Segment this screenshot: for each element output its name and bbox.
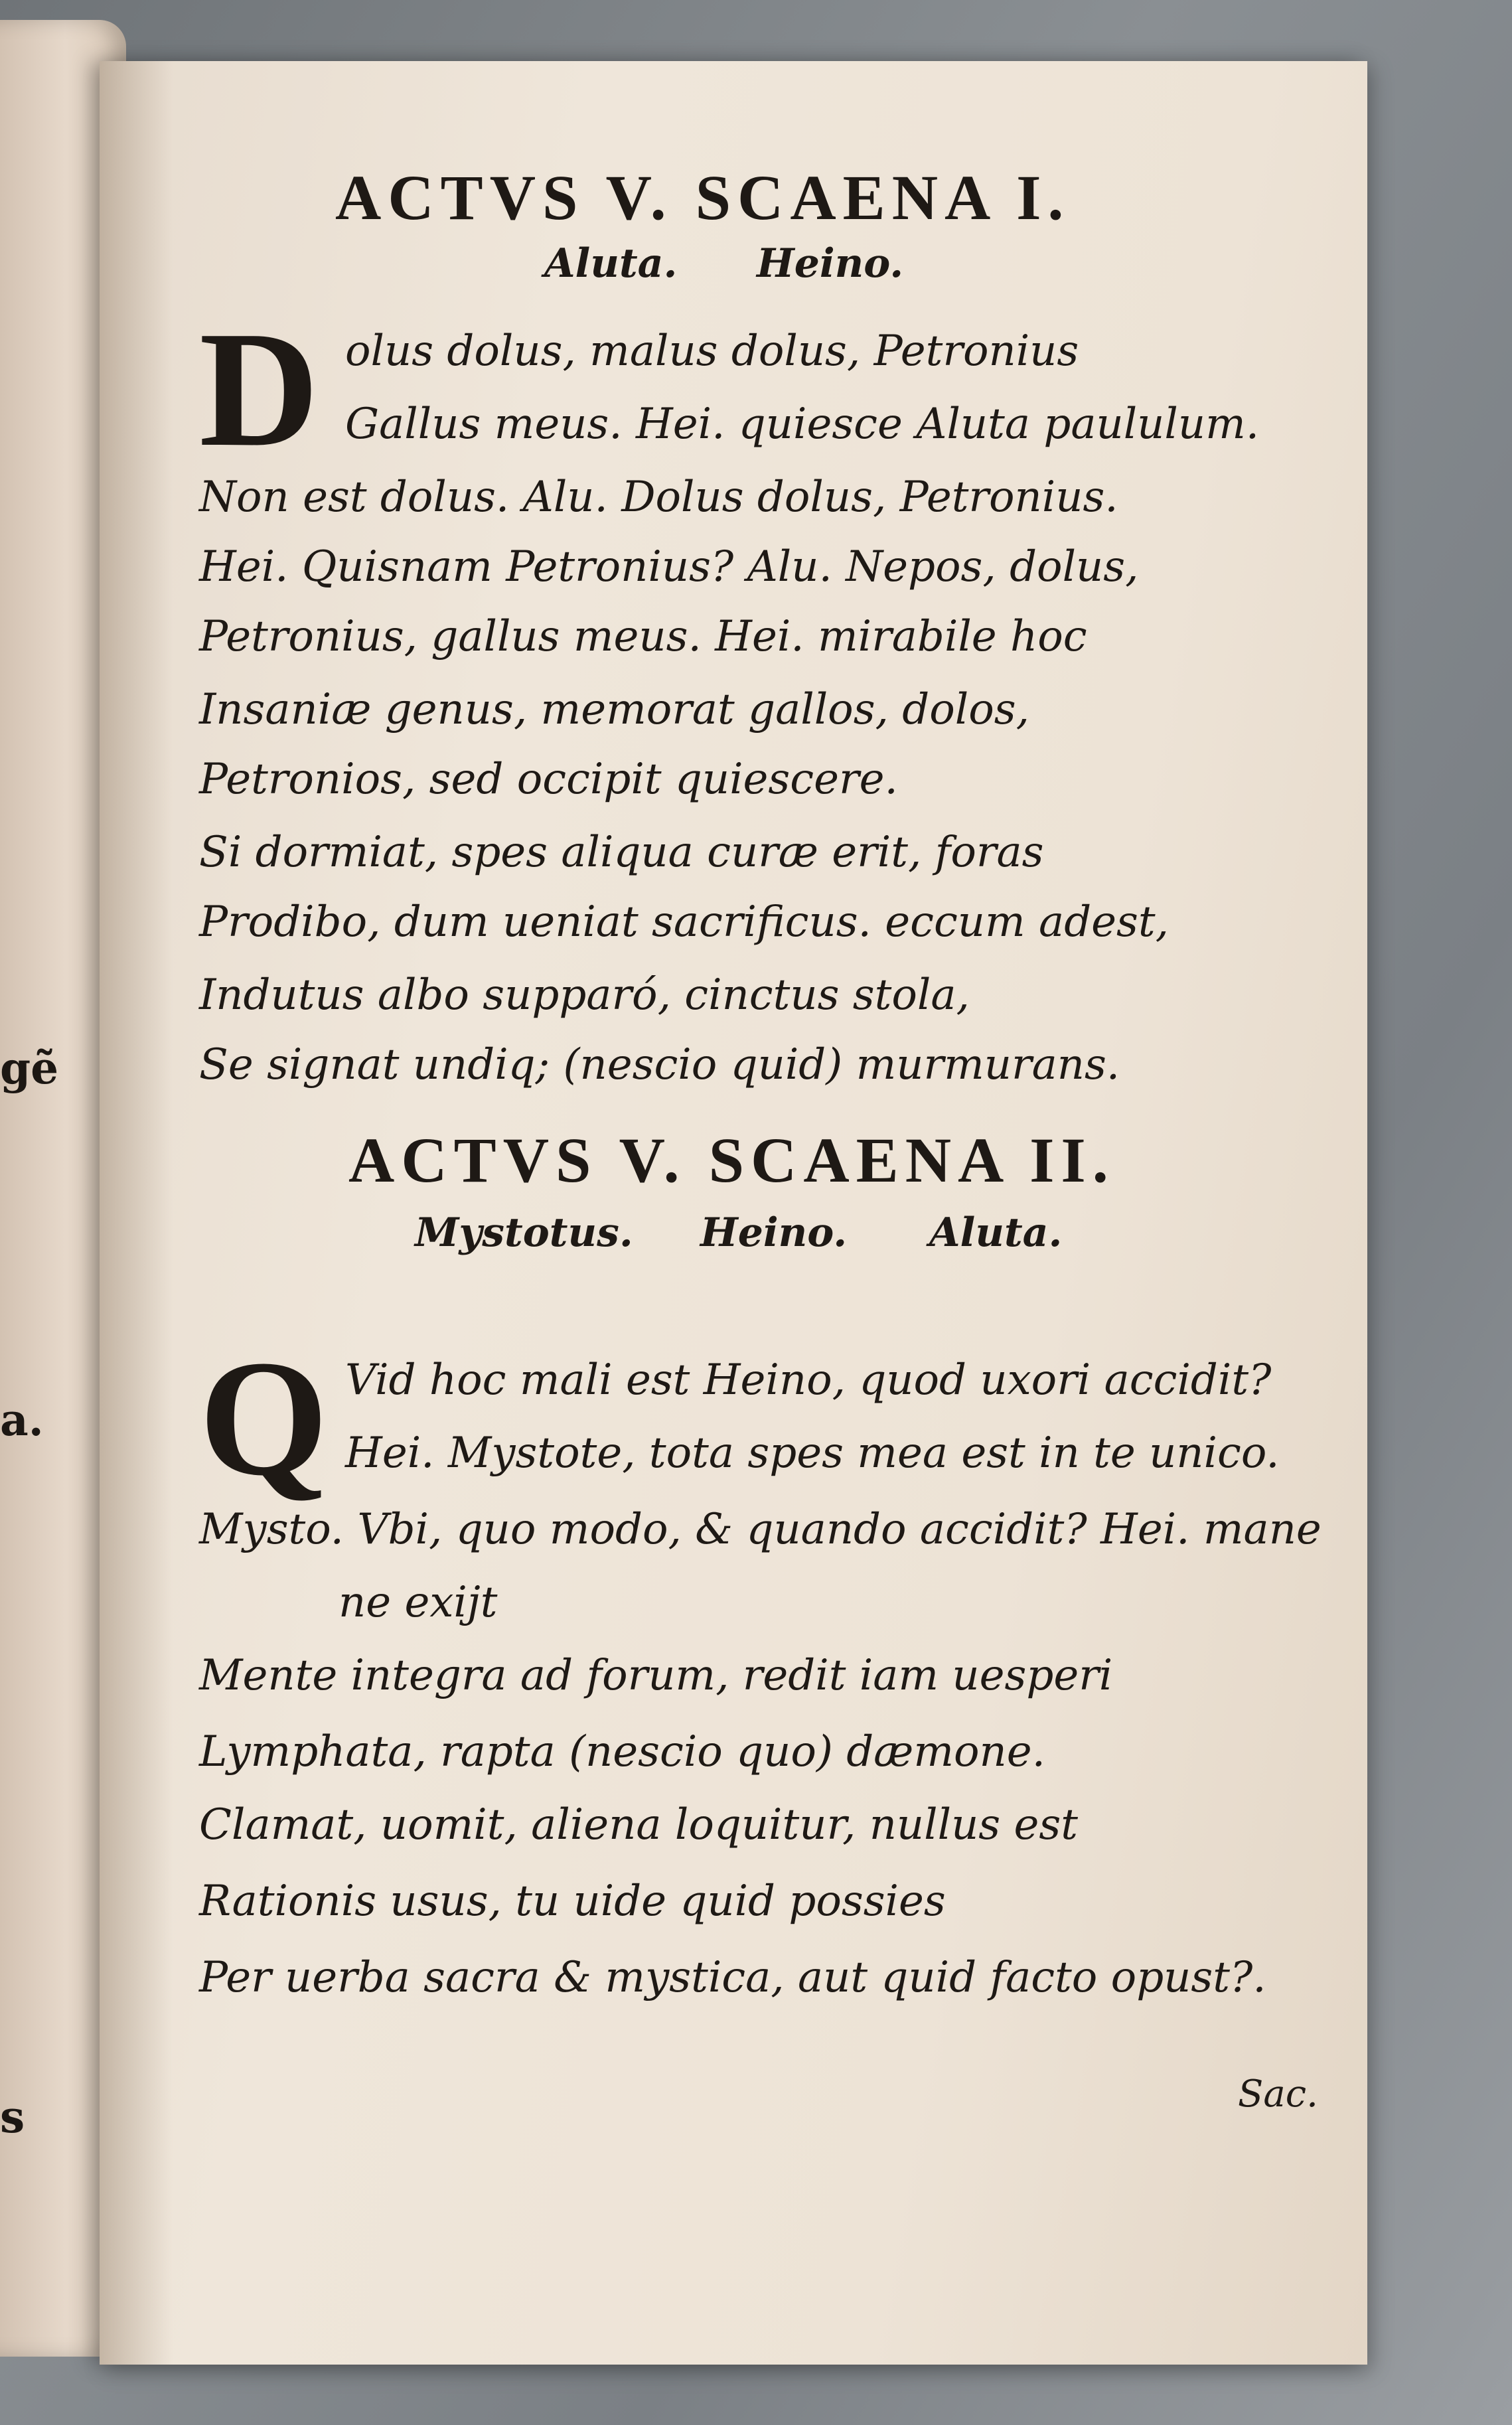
scene-1-speaker-aluta: Aluta. xyxy=(544,240,678,287)
scene-2-speaker-heino: Heino. xyxy=(700,1210,848,1256)
scene-2-drop-cap: Q xyxy=(199,1326,329,1510)
scene-1-line: Gallus meus. Hei. quiesce Aluta paululum. xyxy=(345,400,1260,449)
scene-2-speaker-aluta: Aluta. xyxy=(929,1210,1063,1256)
scene-1-drop-cap: D xyxy=(199,297,319,481)
scene-2-line: Per uerba sacra & mystica, aut quid facto opust?. xyxy=(199,1953,1266,2002)
scene-2-speaker-mystotus: Mystotus. xyxy=(415,1210,633,1256)
scene-1-line: Petronios, sed occipit quiescere. xyxy=(199,755,898,804)
scene-2-heading: ACTVS V. SCAENA II. xyxy=(348,1125,1115,1196)
scene-2-line: Clamat, uomit, aliena loquitur, nullus est xyxy=(199,1800,1078,1849)
scene-1-line: Insaniæ genus, memorat gallos, dolos, xyxy=(199,685,1029,734)
scene-2-line: Lymphata, rapta (nescio quo) dæmone. xyxy=(199,1727,1045,1776)
scene-1-line: Non est dolus. Alu. Dolus dolus, Petronius. xyxy=(199,473,1118,522)
scene-1-line: olus dolus, malus dolus, Petronius xyxy=(345,327,1079,376)
scene-2-line: Hei. Mystote, tota spes mea est in te unico. xyxy=(345,1429,1280,1478)
scene-2-line: ne exijt xyxy=(339,1578,498,1627)
scene-1-line: Si dormiat, spes aliqua curæ erit, foras xyxy=(199,828,1044,877)
catchword: Sac. xyxy=(1238,2073,1318,2116)
left-page-fragment: a. xyxy=(0,1394,44,1446)
scene-2-line: Mysto. Vbi, quo modo, & quando accidit? Hei. mane xyxy=(199,1505,1322,1554)
scene-2-line: Rationis usus, tu uide quid possies xyxy=(199,1877,946,1926)
scene-1-line: Hei. Quisnam Petronius? Alu. Nepos, dolus, xyxy=(199,542,1139,591)
scene-1-line: Prodibo, dum ueniat sacrificus. eccum adest, xyxy=(199,898,1169,947)
scene-2-line: Mente integra ad forum, redit iam uesperi xyxy=(199,1651,1113,1700)
left-page-fragment: gẽ xyxy=(0,1042,59,1094)
scene-2-line: Vid hoc mali est Heino, quod uxori accidit? xyxy=(345,1356,1272,1405)
scene-1-line: Petronius, gallus meus. Hei. mirabile hoc xyxy=(199,612,1087,661)
scene-1-heading: ACTVS V. SCAENA I. xyxy=(335,162,1071,233)
book-page xyxy=(100,61,1367,2365)
scene-1-line: Se signat undiq; (nescio quid) murmurans. xyxy=(199,1040,1120,1089)
scene-1-line: Indutus albo supparó, cinctus stola, xyxy=(199,971,970,1020)
left-page-fragment: s xyxy=(0,2091,25,2143)
page-gutter-shadow xyxy=(100,61,173,2365)
scene-1-speaker-heino: Heino. xyxy=(757,240,904,287)
